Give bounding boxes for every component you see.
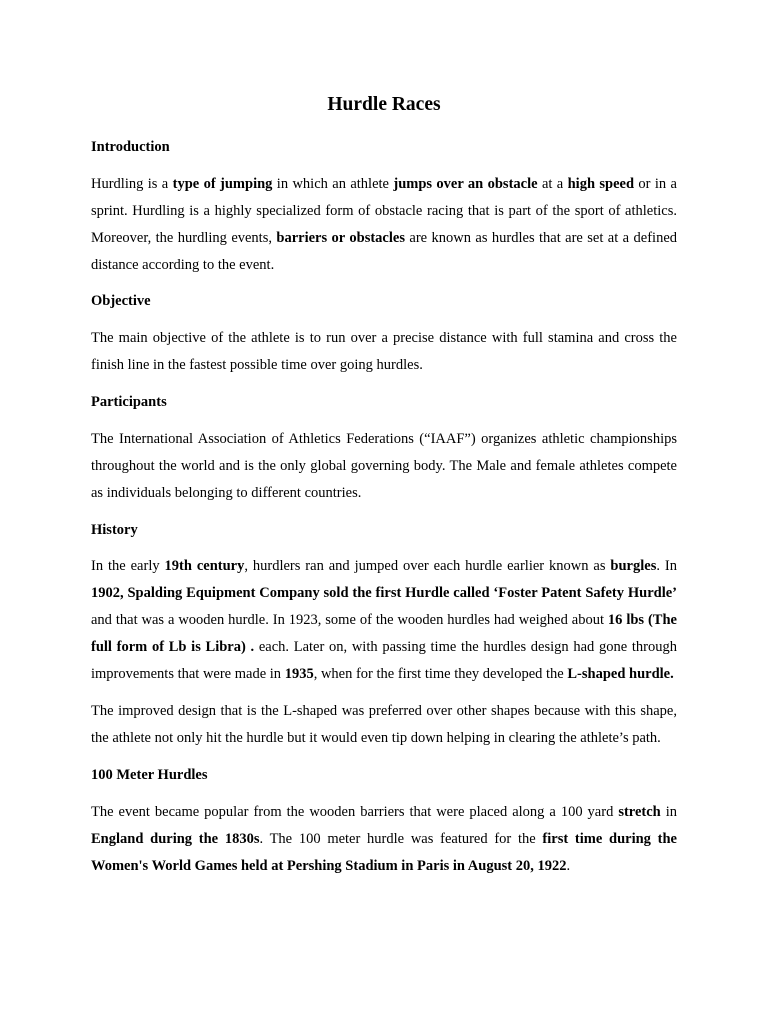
- heading-participants: Participants: [91, 394, 167, 410]
- heading-introduction: Introduction: [91, 139, 170, 155]
- text-span: Hurdling is a: [91, 176, 173, 192]
- document-body: [91, 92, 677, 880]
- paragraph-introduction: [91, 171, 677, 279]
- text-span: , when for the first time they developed the: [313, 666, 568, 682]
- heading-objective: Objective: [91, 293, 151, 309]
- text-span: and that was a wooden hurdle. In 1923, some of the wooden hurdles had weighed about: [91, 612, 608, 628]
- text-span: or in a sprint. Hurdling is a highly specialized form of obstacle racing that is part of the sport of athletics. Moreover, the hurdling events,: [91, 176, 677, 246]
- bold-span: England during the 1830s: [91, 831, 260, 847]
- bold-span: jumps over an obstacle: [393, 176, 538, 192]
- text-span: . In: [656, 558, 677, 574]
- text-span: .: [566, 858, 571, 874]
- bold-span: type of jumping: [172, 176, 273, 192]
- text-span: at a: [537, 176, 568, 192]
- heading-history: History: [91, 522, 138, 538]
- bold-span: stretch: [618, 804, 661, 820]
- bold-span: barriers or obstacles: [276, 230, 405, 246]
- text-span: In the early: [91, 558, 165, 574]
- bold-span: L-shaped hurdle.: [567, 666, 674, 682]
- paragraph-100m-hurdles: [91, 799, 677, 880]
- text-span: are known as hurdles that are set at a defined distance according to the event.: [91, 230, 678, 273]
- paragraph-history-2: The improved design that is the L-shaped was preferred over other shapes because with this shape, the athlete not only hit the hurdle but it would even tip down helping in clearing the athlete’s path.: [91, 703, 677, 746]
- bold-span: burgles: [610, 558, 657, 574]
- paragraph-participants: The International Association of Athletics Federations (“IAAF”) organizes athletic championships throughout the world and is the only global governing body. The Male and female athletes compete as individuals belonging to different countries.: [91, 431, 677, 501]
- text-span: , hurdlers ran and jumped over each hurdle earlier known as: [244, 558, 611, 574]
- paragraph-history-1: [91, 553, 677, 688]
- bold-span: 16 lbs (The full form of Lb is Libra) .: [91, 612, 677, 655]
- text-span: . The 100 meter hurdle was featured for the: [259, 831, 543, 847]
- heading-100m-hurdles: 100 Meter Hurdles: [91, 767, 208, 783]
- bold-span: 1935: [284, 666, 314, 682]
- text-span: in which an athlete: [272, 176, 394, 192]
- document-title: Hurdle Races: [327, 94, 441, 115]
- bold-span: first time during the Women's World Games held at Pershing Stadium in Paris in August 20, 1922: [91, 831, 677, 874]
- paragraph-objective: The main objective of the athlete is to run over a precise distance with full stamina and cross the finish line in the fastest possible time over going hurdles.: [91, 330, 677, 373]
- bold-span: high speed: [567, 176, 635, 192]
- text-span: The event became popular from the wooden barriers that were placed along a 100 yard: [91, 804, 619, 820]
- bold-span: 19th century: [164, 558, 245, 574]
- bold-span: 1902, Spalding Equipment Company sold the first Hurdle called ‘Foster Patent Safety Hurdle’: [91, 585, 677, 601]
- text-span: in: [660, 804, 677, 820]
- text-span: each. Later on, with passing time the hurdles design had gone through improvements that were made in: [91, 639, 677, 682]
